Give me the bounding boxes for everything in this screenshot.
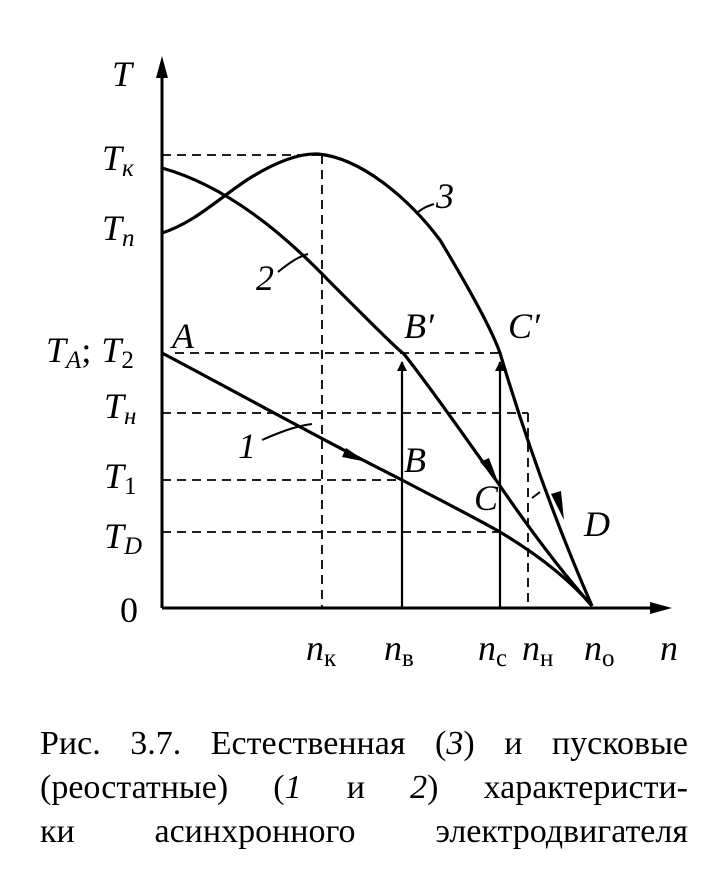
y-tick-td: TD [104,516,143,560]
arrow-on-curve-3 [551,491,564,520]
point-d-label: D [584,504,610,544]
x-tick-nn: nн [522,628,554,672]
x-axis-arrow [650,602,672,614]
y-tick-ta-t2: TA; T2 [46,330,134,374]
y-tick-tk: Tк [102,138,134,182]
curve-2-label: 2 [256,258,274,298]
curve-3-label: 3 [436,176,454,216]
caption-line-1: Рис. 3.7. Естественная (3) и пусковые [40,725,688,762]
caption-line-2: (реостатные) (1 и 2) характеристи- [40,769,688,806]
x-axis-label: n [660,628,678,668]
leader-1 [262,424,312,440]
figure-caption [40,722,688,854]
caption-line-3: ки асинхронного электродвигателя [40,813,688,850]
point-c-prime-label: C′ [508,306,540,346]
curve-1-label: 1 [238,426,256,466]
x-tick-nk: nк [306,628,337,672]
point-a-label: A [172,316,194,356]
x-tick-nc: nс [478,628,508,672]
y-axis-label: T [112,54,133,94]
point-b-prime-label: B′ [404,306,434,346]
origin-label: 0 [120,590,138,630]
arrow-on-curve-1 [342,448,367,462]
point-b-label: B [404,440,426,480]
y-axis-arrow [156,56,168,78]
point-c-label: C [474,478,499,518]
x-tick-nv: nв [384,628,414,672]
leader-tn-tick [532,492,540,498]
leader-3 [416,204,434,214]
y-tick-t1: T1 [104,456,137,500]
y-tick-tn: Tн [104,386,137,430]
x-tick-no: nо [584,628,615,672]
curve-arrows [342,448,564,520]
y-tick-tp: Tп [102,208,135,252]
